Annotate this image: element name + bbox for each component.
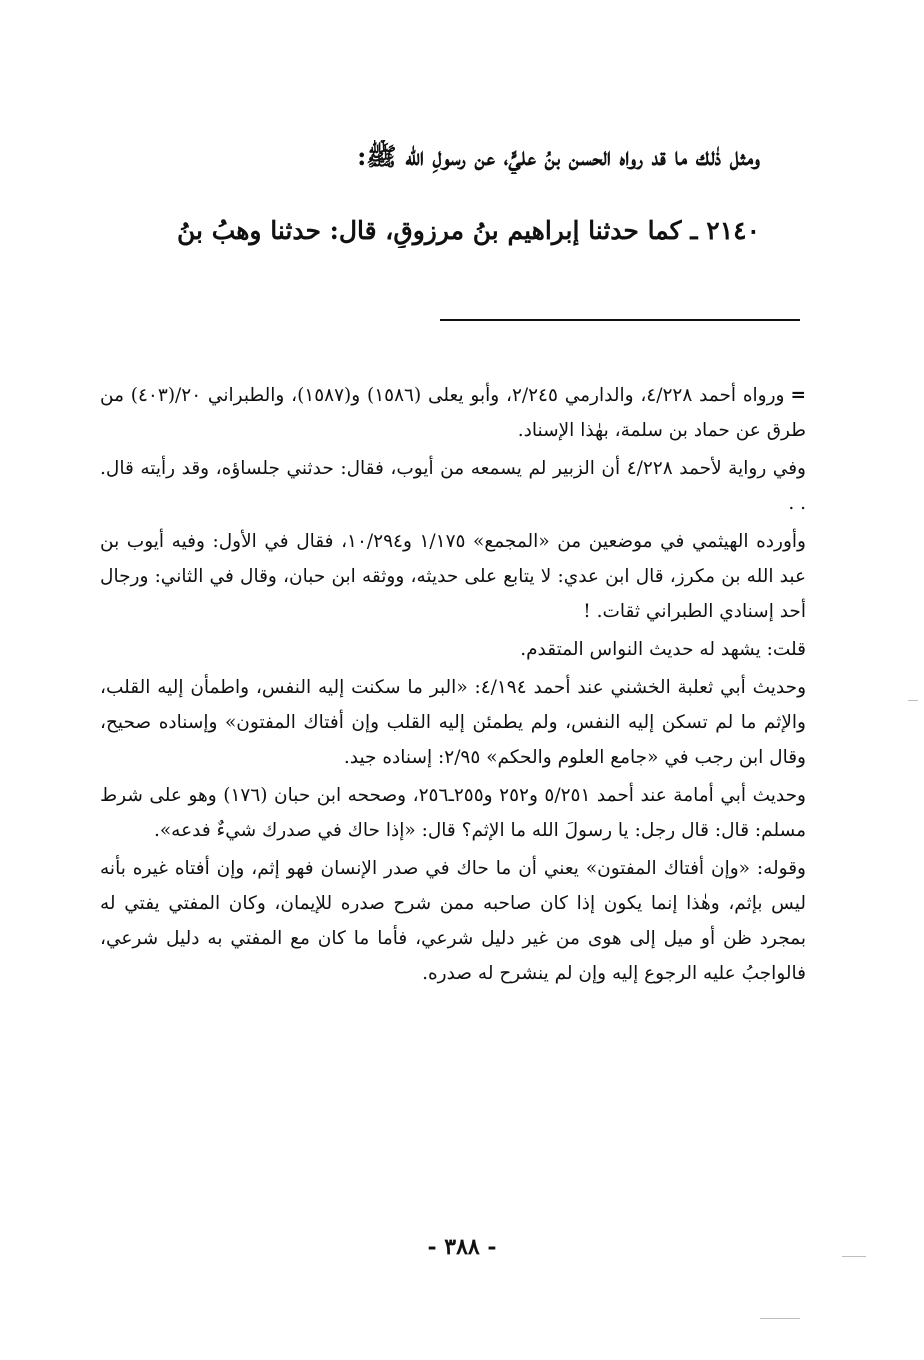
footnote-paragraph-7: وقوله: «وإن أفتاك المفتون» يعني أن ما حاك في صدر الإنسان فهو إثم، وإن أفتاه غيره بأنه ليس بإثم، وهٰذا إنما يكون إذا كان صاحبه ممن شرح صدره للإيمان، وكان المفتي يفتي له بمجرد ظن أو ميل إلى هوى من غير دليل شرعي، فأما ما كان مع المفتي به دليل شرعي، فالواجبُ عليه الرجوع إليه وإن لم ينشرح له صدره. — [100, 858, 806, 984]
footnote-paragraph-3: وأورده الهيثمي في موضعين من «المجمع» ١/١٧٥ و١٠/٢٩٤، فقال في الأول: وفيه أيوب بن عبد الله بن مكرز، قال ابن عدي: لا يتابع على حديثه، ووثقه ابن حبان، وقال في الثاني: ورجال أحد إسنادي الطبراني ثقات. ! — [100, 531, 806, 622]
scan-edge-mark — [760, 1318, 800, 1319]
footnote-paragraph-4: قلت: يشهد له حديث النواس المتقدم. — [520, 639, 806, 660]
main-text-line-1: ومثل ذٰلك ما قد رواه الحسن بنُ عليٍّ، عن رسولِ الله ﷺ: — [357, 142, 760, 171]
main-text-line-2: ٢١٤٠ ـ كما حدثنا إبراهيم بنُ مرزوقٍ، قال: حدثنا وهبُ بنُ — [177, 216, 760, 245]
footnote-paragraph-5: وحديث أبي ثعلبة الخشني عند أحمد ٤/١٩٤: «البر ما سكنت إليه النفس، واطمأن إليه القلب، والإثم ما لم تسكن إليه النفس، ولم يطمئن إليه القلب وإن أفتاك المفتون» وإسناده صحيح، وقال ابن رجب في «جامع العلوم والحكم» ٢/٩٥: إسناده جيد. — [100, 677, 806, 768]
footnotes — [100, 378, 806, 991]
footnote-text: ورواه أحمد ٤/٢٢٨، والدارمي ٢/٢٤٥، وأبو يعلى (١٥٨٦) و(١٥٨٧)، والطبراني ٢٠/(٤٠٣) من طرق عن حماد بن سلمة، بهٰذا الإسناد. — [100, 385, 806, 441]
footnote-paragraph-6: وحديث أبي أمامة عند أحمد ٥/٢٥١ و٢٥٢ و٢٥٥ـ٢٥٦، وصححه ابن حبان (١٧٦) وهو على شرط مسلم: قال: قال رجل: يا رسولَ الله ما الإثم؟ قال: «إذا حاك في صدرك شيءٌ فدعه». — [100, 785, 806, 841]
page-number: - ٣٨٨ - — [427, 1234, 497, 1260]
scan-edge-mark — [908, 700, 918, 701]
scan-edge-mark — [842, 1256, 866, 1257]
continuation-mark: = — [790, 385, 806, 406]
footnote-paragraph-1 — [100, 378, 806, 448]
footnote-paragraph-2: وفي رواية لأحمد ٤/٢٢٨ أن الزبير لم يسمعه من أيوب، فقال: حدثني جلساؤه، وقد رأيته قال. . . — [100, 458, 806, 514]
footnote-divider — [440, 319, 800, 321]
